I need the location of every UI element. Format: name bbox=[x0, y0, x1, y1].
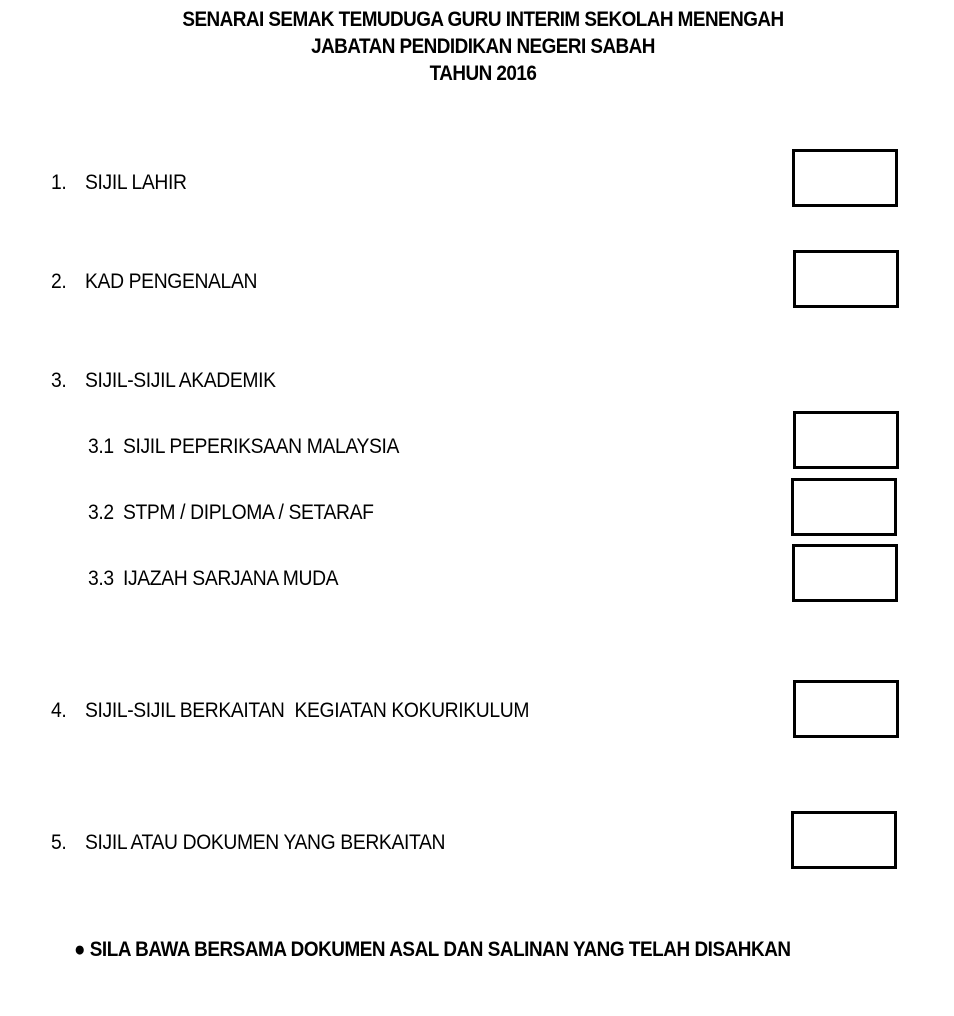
header-title-line-2: JABATAN PENDIDIKAN NEGERI SABAH bbox=[311, 35, 655, 58]
item-label: SIJIL LAHIR bbox=[85, 171, 187, 194]
checklist-item-2 bbox=[51, 269, 257, 295]
item-label: KAD PENGENALAN bbox=[85, 270, 258, 293]
checkbox-subitem-3-2[interactable] bbox=[791, 478, 897, 536]
checkbox-item-5[interactable] bbox=[791, 811, 897, 869]
checkbox-subitem-3-1[interactable] bbox=[793, 411, 899, 469]
checklist-item-3 bbox=[51, 368, 276, 394]
document-header bbox=[0, 6, 954, 87]
header-title-line-3: TAHUN 2016 bbox=[429, 62, 537, 85]
subitem-label: IJAZAH SARJANA MUDA bbox=[122, 567, 339, 590]
checklist-item-5 bbox=[51, 830, 445, 856]
item-label: SIJIL-SIJIL AKADEMIK bbox=[85, 369, 276, 392]
checklist-subitem-3-2 bbox=[88, 500, 374, 526]
bullet-icon: ● bbox=[74, 938, 85, 961]
item-number: 4. bbox=[51, 699, 67, 722]
checkbox-subitem-3-3[interactable] bbox=[792, 544, 898, 602]
header-title-line-1: SENARAI SEMAK TEMUDUGA GURU INTERIM SEKOLAH MENENGAH bbox=[182, 8, 784, 31]
checklist-subitem-3-3 bbox=[88, 566, 338, 592]
subitem-label: STPM / DIPLOMA / SETARAF bbox=[122, 501, 374, 524]
item-number: 3. bbox=[51, 369, 67, 392]
subitem-number: 3.2 bbox=[88, 501, 114, 524]
footer-note-text: SILA BAWA BERSAMA DOKUMEN ASAL DAN SALINAN YANG TELAH DISAHKAN bbox=[89, 938, 791, 961]
checklist-item-4 bbox=[51, 698, 529, 724]
checkbox-item-4[interactable] bbox=[793, 680, 899, 738]
checkbox-item-1[interactable] bbox=[792, 149, 898, 207]
item-label: SIJIL-SIJIL BERKAITAN KEGIATAN KOKURIKULUM bbox=[85, 699, 530, 722]
subitem-number: 3.1 bbox=[88, 435, 114, 458]
item-number: 2. bbox=[51, 270, 67, 293]
checklist-subitem-3-1 bbox=[88, 434, 399, 460]
checklist-item-1 bbox=[51, 170, 187, 196]
checkbox-item-2[interactable] bbox=[793, 250, 899, 308]
item-number: 5. bbox=[51, 831, 67, 854]
item-label: SIJIL ATAU DOKUMEN YANG BERKAITAN bbox=[85, 831, 446, 854]
subitem-number: 3.3 bbox=[88, 567, 114, 590]
subitem-label: SIJIL PEPERIKSAAN MALAYSIA bbox=[122, 435, 400, 458]
item-number: 1. bbox=[51, 171, 67, 194]
footer-note bbox=[74, 936, 791, 963]
